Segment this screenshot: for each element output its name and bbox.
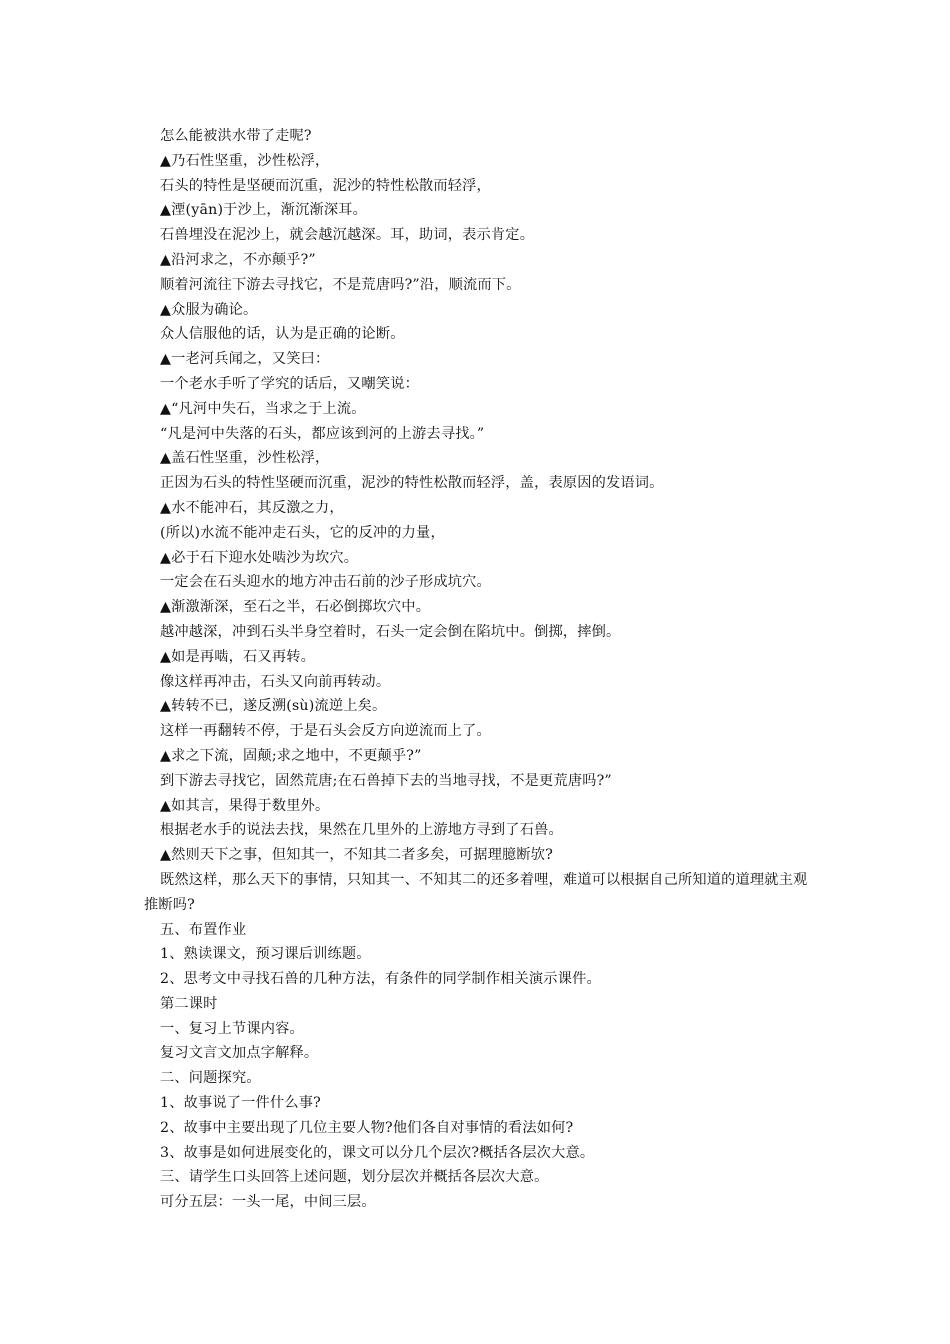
text-line: 2、故事中主要出现了几位主要人物?他们各自对事情的看法如何? [160,1119,574,1136]
text-line: ▲渐激渐深，至石之半，石必倒掷坎穴中。 [160,599,431,616]
section-heading: 五、布置作业 [160,921,247,938]
text-line: 一定会在石头迎水的地方冲击石前的沙子形成坑穴。 [160,574,491,591]
text-line: 众人信服他的话，认为是正确的论断。 [160,326,405,343]
text-line: ▲转转不已，遂反溯(sù)流逆上矣。 [160,698,387,715]
text-line: 顺着河流往下游去寻找它，不是荒唐吗?”沿，顺流而下。 [160,276,521,293]
text-line: ▲求之下流，固颠;求之地中，不更颠乎?” [160,747,422,764]
text-line: ▲沿河求之，不亦颠乎?” [160,251,316,268]
section-heading: 第二课时 [160,995,218,1012]
text-line: 2、思考文中寻找石兽的几种方法，有条件的同学制作相关演示课件。 [160,971,601,988]
text-line: ▲“凡河中失石，当求之于上流。 [160,400,366,417]
section-heading: 一、复习上节课内容。 [160,1020,304,1037]
text-line: (所以)水流不能冲走石头，它的反冲的力量， [160,524,445,541]
text-line: 3、故事是如何进展变化的，课文可以分几个层次?概括各层次大意。 [160,1144,595,1161]
document-body [144,124,810,1215]
text-line: 这样一再翻转不停，于是石头会反方向逆流而上了。 [160,723,491,740]
text-line: “凡是河中失落的石头，都应该到河的上游去寻找。” [160,425,485,442]
text-line: ▲盖石性坚重，沙性松浮， [160,450,330,467]
text-line: 石头的特性是坚硬而沉重，泥沙的特性松散而轻浮， [160,177,491,194]
text-line: 可分五层：一头一尾，中间三层。 [160,1194,376,1211]
text-line: ▲乃石性坚重，沙性松浮， [160,152,330,169]
text-line: ▲一老河兵闻之，又笑曰： [160,351,330,368]
text-line: 石兽埋没在泥沙上，就会越沉越深。耳，助词，表示肯定。 [160,227,535,244]
text-line: 怎么能被洪水带了走呢? [160,128,312,144]
text-line: ▲水不能冲石，其反激之力， [160,499,344,516]
text-line: 1、熟读课文，预习课后训练题。 [160,946,371,963]
text-line: ▲湮(yān)于沙上，渐沉渐深耳。 [160,202,368,219]
text-line: 像这样再冲击，石头又向前再转动。 [160,673,391,690]
text-line: 1、故事说了一件什么事? [160,1095,321,1112]
section-heading: 二、问题探究。 [160,1070,261,1087]
text-line: 越冲越深，冲到石头半身空着时，石头一定会倒在陷坑中。倒掷，摔倒。 [160,623,621,640]
text-line: 到下游去寻找它，固然荒唐;在石兽掉下去的当地寻找，不是更荒唐吗?” [160,772,612,789]
text-line: ▲如其言，果得于数里外。 [160,797,330,814]
text-line: 正因为石头的特性坚硬而沉重，泥沙的特性松散而轻浮，盖，表原因的发语词。 [160,475,664,492]
text-line: 一个老水手听了学究的话后，又嘲笑说： [160,375,419,392]
section-heading: 三、请学生口头回答上述问题，划分层次并概括各层次大意。 [160,1169,549,1186]
text-line: ▲如是再啮，石又再转。 [160,648,315,665]
text-line: ▲必于石下迎水处啮沙为坎穴。 [160,549,359,566]
text-line: 根据老水手的说法去找，果然在几里外的上游地方寻到了石兽。 [160,822,563,839]
text-line: ▲众服为确论。 [160,301,258,318]
text-line: ▲然则天下之事，但知其一，不知其二者多矣，可据理臆断欤? [160,847,553,864]
text-paragraph: 既然这样，那么天下的事情，只知其一、不知其二的还多着哩，难道可以根据自己所知道的道理就主观推断吗? [144,871,808,913]
text-line: 复习文言文加点字解释。 [160,1045,319,1062]
